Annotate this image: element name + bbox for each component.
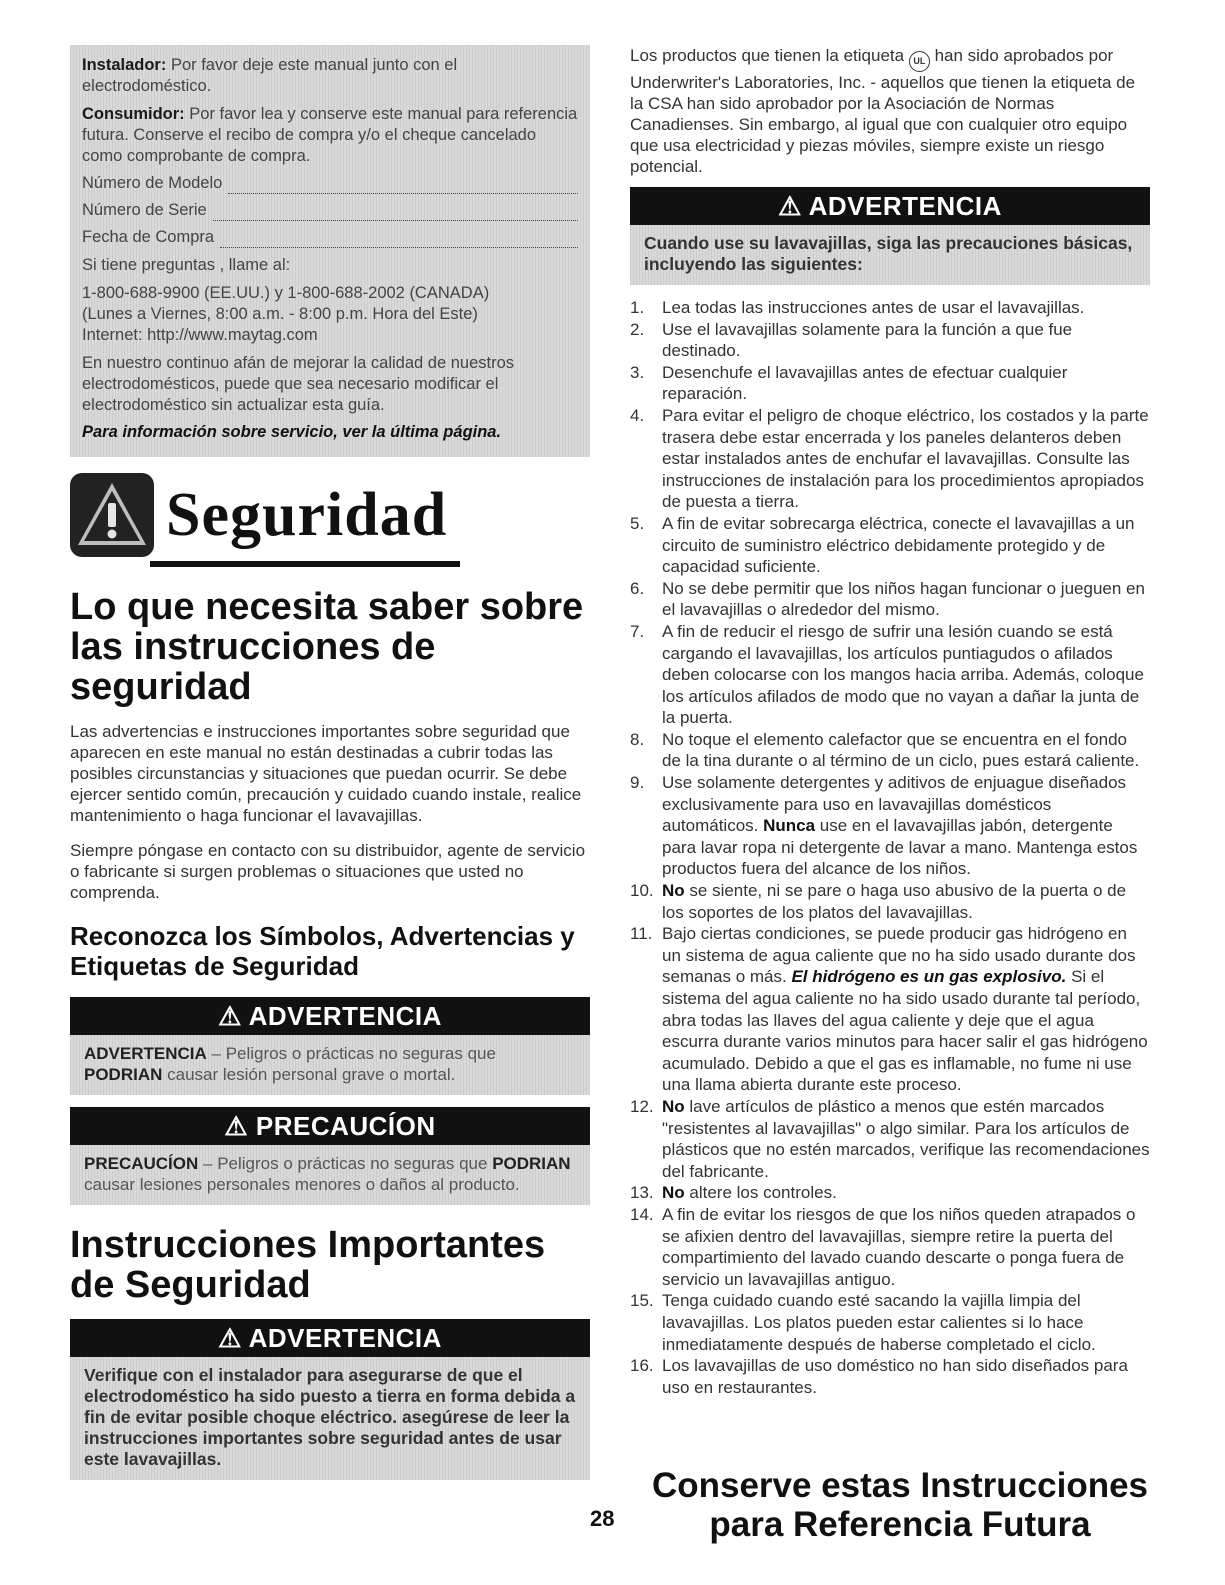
precautions-text: Cuando use su lavavajillas, siga las precauciones básicas, incluyendo las siguientes: bbox=[630, 225, 1150, 285]
list-item: 7. A fin de reducir el riesgo de sufrir una lesión cuando se está cargando el lavavajillas, los artículos puntiagudos o afilados deben colocarse con los mangos hacia arriba. Además, coloque los artículos afilados de modo que no vayan a dañar la junta de la puerta. bbox=[630, 621, 1144, 728]
phone-numbers: 1-800-688-9900 (EE.UU.) y 1-800-688-2002 (CANADA) bbox=[82, 284, 490, 302]
main-heading: Lo que necesita saber sobre las instrucciones de seguridad bbox=[70, 586, 584, 708]
save-instructions-line-2: para Referencia Futura bbox=[709, 1505, 1091, 1544]
grounding-warning-box bbox=[70, 1319, 590, 1480]
contact-paragraph: Siempre póngase en contacto con su distribuidor, agente de servicio o fabricante si surgen problemas o situaciones que usted no comprenda. bbox=[70, 841, 586, 902]
list-item: 9. Use solamente detergentes y aditivos de enjuague diseñados exclusivamente para uso en lavavajillas domésticos automáticos. Nunca use en el lavavajillas jabón, detergente para lavar ropa ni detergente de lavar a mano. Mantenga estos productos fuera del alcance de los niños. bbox=[630, 773, 1138, 879]
certification-paragraph: Los productos que tienen la etiqueta UL han sido aprobados por Underwriter's Laboratories, Inc. - aquellos que tienen la etiqueta de la CSA han sido aprobador por la Asociación de Normas Canadienses. Sin embargo, al igual que con cualquier otro equipo que usa electricidad y piezas móviles, siempre existe un riesgo potencial. bbox=[630, 46, 1136, 176]
precautions-banner: ⚠ ADVERTENCIA bbox=[630, 187, 1150, 225]
left-column bbox=[70, 45, 590, 1480]
improvement-note: En nuestro continuo afán de mejorar la calidad de nuestros electrodomésticos, puede que sea necesario modificar el electrodoméstico sin actualizar esta guía. bbox=[82, 354, 515, 414]
service-hours: (Lunes a Viernes, 8:00 a.m. - 8:00 p.m. Hora del Este) bbox=[82, 305, 478, 323]
consumer-note: Consumidor: Por favor lea y conserve este manual para referencia futura. Conserve el recibo de compra y/o el cheque cancelado como comprobante de compra. bbox=[82, 105, 578, 165]
owner-info-box bbox=[70, 45, 590, 457]
caution-banner: ⚠ PRECAUCÍON bbox=[70, 1107, 590, 1145]
page-number: 28 bbox=[590, 1506, 615, 1531]
serial-number-field: Número de Serie bbox=[82, 200, 578, 221]
warning-box-advertencia bbox=[70, 997, 590, 1095]
basic-precautions-warning bbox=[630, 187, 1150, 285]
list-item: 10. No se siente, ni se pare o haga uso abusivo de la puerta o de los soportes de los platos del lavavajillas. bbox=[630, 881, 1127, 922]
save-instructions-footer bbox=[630, 1466, 1170, 1544]
list-item: 5. A fin de evitar sobrecarga eléctrica, conecte el lavavajillas a un circuito de suministro eléctrico debidamente protegido y de capacidad suficiente. bbox=[630, 513, 1135, 577]
instructions-heading: Instrucciones Importantes de Seguridad bbox=[70, 1224, 546, 1306]
grounding-warning-text: Verifique con el instalador para asegurarse de que el electrodoméstico ha sido puesto a tierra en forma debida a fin de evitar posible choque eléctrico. asegúrese de leer la instrucciones importantes sobre seguridad antes de usar este lavavajillas. bbox=[70, 1357, 590, 1480]
internet-address: Internet: http://www.maytag.com bbox=[82, 326, 318, 344]
safety-warning-icon bbox=[70, 473, 154, 557]
model-number-field: Número de Modelo bbox=[82, 173, 578, 194]
purchase-date-field: Fecha de Compra bbox=[82, 227, 578, 248]
warning-description: ADVERTENCIA – Peligros o prácticas no seguras que PODRIAN causar lesión personal grave o mortal. bbox=[70, 1035, 590, 1095]
list-item: 4. Para evitar el peligro de choque eléctrico, los costados y la parte trasera debe estar encerrada y los paneles delanteros deben estar instalados antes de enchufar el lavavajillas. Consulte las instrucciones de instalación para los procedimientos apropiados de puesta a tierra. bbox=[630, 405, 1149, 512]
list-item: 16. Los lavavajillas de uso doméstico no han sido diseñados para uso en restaurantes. bbox=[630, 1356, 1128, 1397]
list-item: 15. Tenga cuidado cuando esté sacando la vajilla limpia del lavavajillas. Los platos pueden estar calientes si lo hace inmediatamente después de haberse completado el ciclo. bbox=[630, 1291, 1096, 1354]
safety-rules-list bbox=[630, 297, 1150, 1398]
caution-description: PRECAUCÍON – Peligros o prácticas no seguras que PODRIAN causar lesiones personales menores o daños al producto. bbox=[70, 1145, 590, 1205]
title-underline bbox=[150, 561, 460, 567]
symbols-heading: Reconozca los Símbolos, Advertencias y Etiquetas de Seguridad bbox=[70, 921, 575, 981]
list-item: 1. Lea todas las instrucciones antes de usar el lavavajillas. bbox=[630, 298, 1085, 317]
list-item: 11. Bajo ciertas condiciones, se puede producir gas hidrógeno en un sistema de agua caliente que no ha sido usado durante dos semanas o más. El hidrógeno es un gas explosivo. Si el sistema del agua caliente no ha sido usado durante tal período, abra todas las llaves del agua caliente y deje que el agua escurra durante varios minutos para hacer salir el gas hidrógeno acumulado. Debido a que el gas es inflamable, no fume ni use una llama abierta durante este proceso. bbox=[630, 924, 1148, 1095]
intro-paragraph: Las advertencias e instrucciones importantes sobre seguridad que aparecen en este manual no están destinadas a cubrir todas las posibles circunstancias y situaciones que puedan ocurrir. Se debe ejercer sentido común, precaución y cuidado cuando instale, realice mantenimiento o haga funcionar el lavavajillas. bbox=[70, 722, 582, 825]
warning-banner: ⚠ ADVERTENCIA bbox=[70, 997, 590, 1035]
installer-note: Instalador: Por favor deje este manual junto con el electrodoméstico. bbox=[82, 56, 458, 95]
grounding-warning-banner: ⚠ ADVERTENCIA bbox=[70, 1319, 590, 1357]
seguridad-title: Seguridad bbox=[166, 481, 448, 549]
list-item: 12. No lave artículos de plástico a menos que estén marcados "resistentes al lavavajillas" o algo similar. Para los artículos de plásticos que no estén marcados, verifique las recomendaciones del fabricante. bbox=[630, 1096, 1150, 1181]
list-item: 14. A fin de evitar los riesgos de que los niños queden atrapados o se afixien dentro del lavavajillas, siempre retire la puerta del compartimiento del lavado cuando descarte o ponga fuera de servicio un lavavajillas antiguo. bbox=[630, 1204, 1136, 1289]
caution-box bbox=[70, 1107, 590, 1205]
list-item: 6. No se debe permitir que los niños hagan funcionar o jueguen en el lavavajillas o alrededor del mismo. bbox=[630, 578, 1145, 620]
list-item: 8. No toque el elemento calefactor que se encuentra en el fondo de la tina durante o al término de un ciclo, pues estará caliente. bbox=[630, 729, 1140, 771]
list-item: 3. Desenchufe el lavavajillas antes de efectuar cualquier reparación. bbox=[630, 362, 1068, 404]
list-item: 2. Use el lavavajillas solamente para la función a que fue destinado. bbox=[630, 319, 1073, 361]
list-item: 13. No altere los controles. bbox=[630, 1183, 837, 1203]
service-info-note: Para información sobre servicio, ver la última página. bbox=[82, 423, 502, 441]
questions-text: Si tiene preguntas , llame al: bbox=[82, 256, 291, 274]
seguridad-header bbox=[70, 471, 590, 559]
ul-listing-icon: UL bbox=[909, 51, 930, 72]
save-instructions-line-1: Conserve estas Instrucciones bbox=[651, 1466, 1149, 1505]
right-column bbox=[630, 45, 1150, 1398]
